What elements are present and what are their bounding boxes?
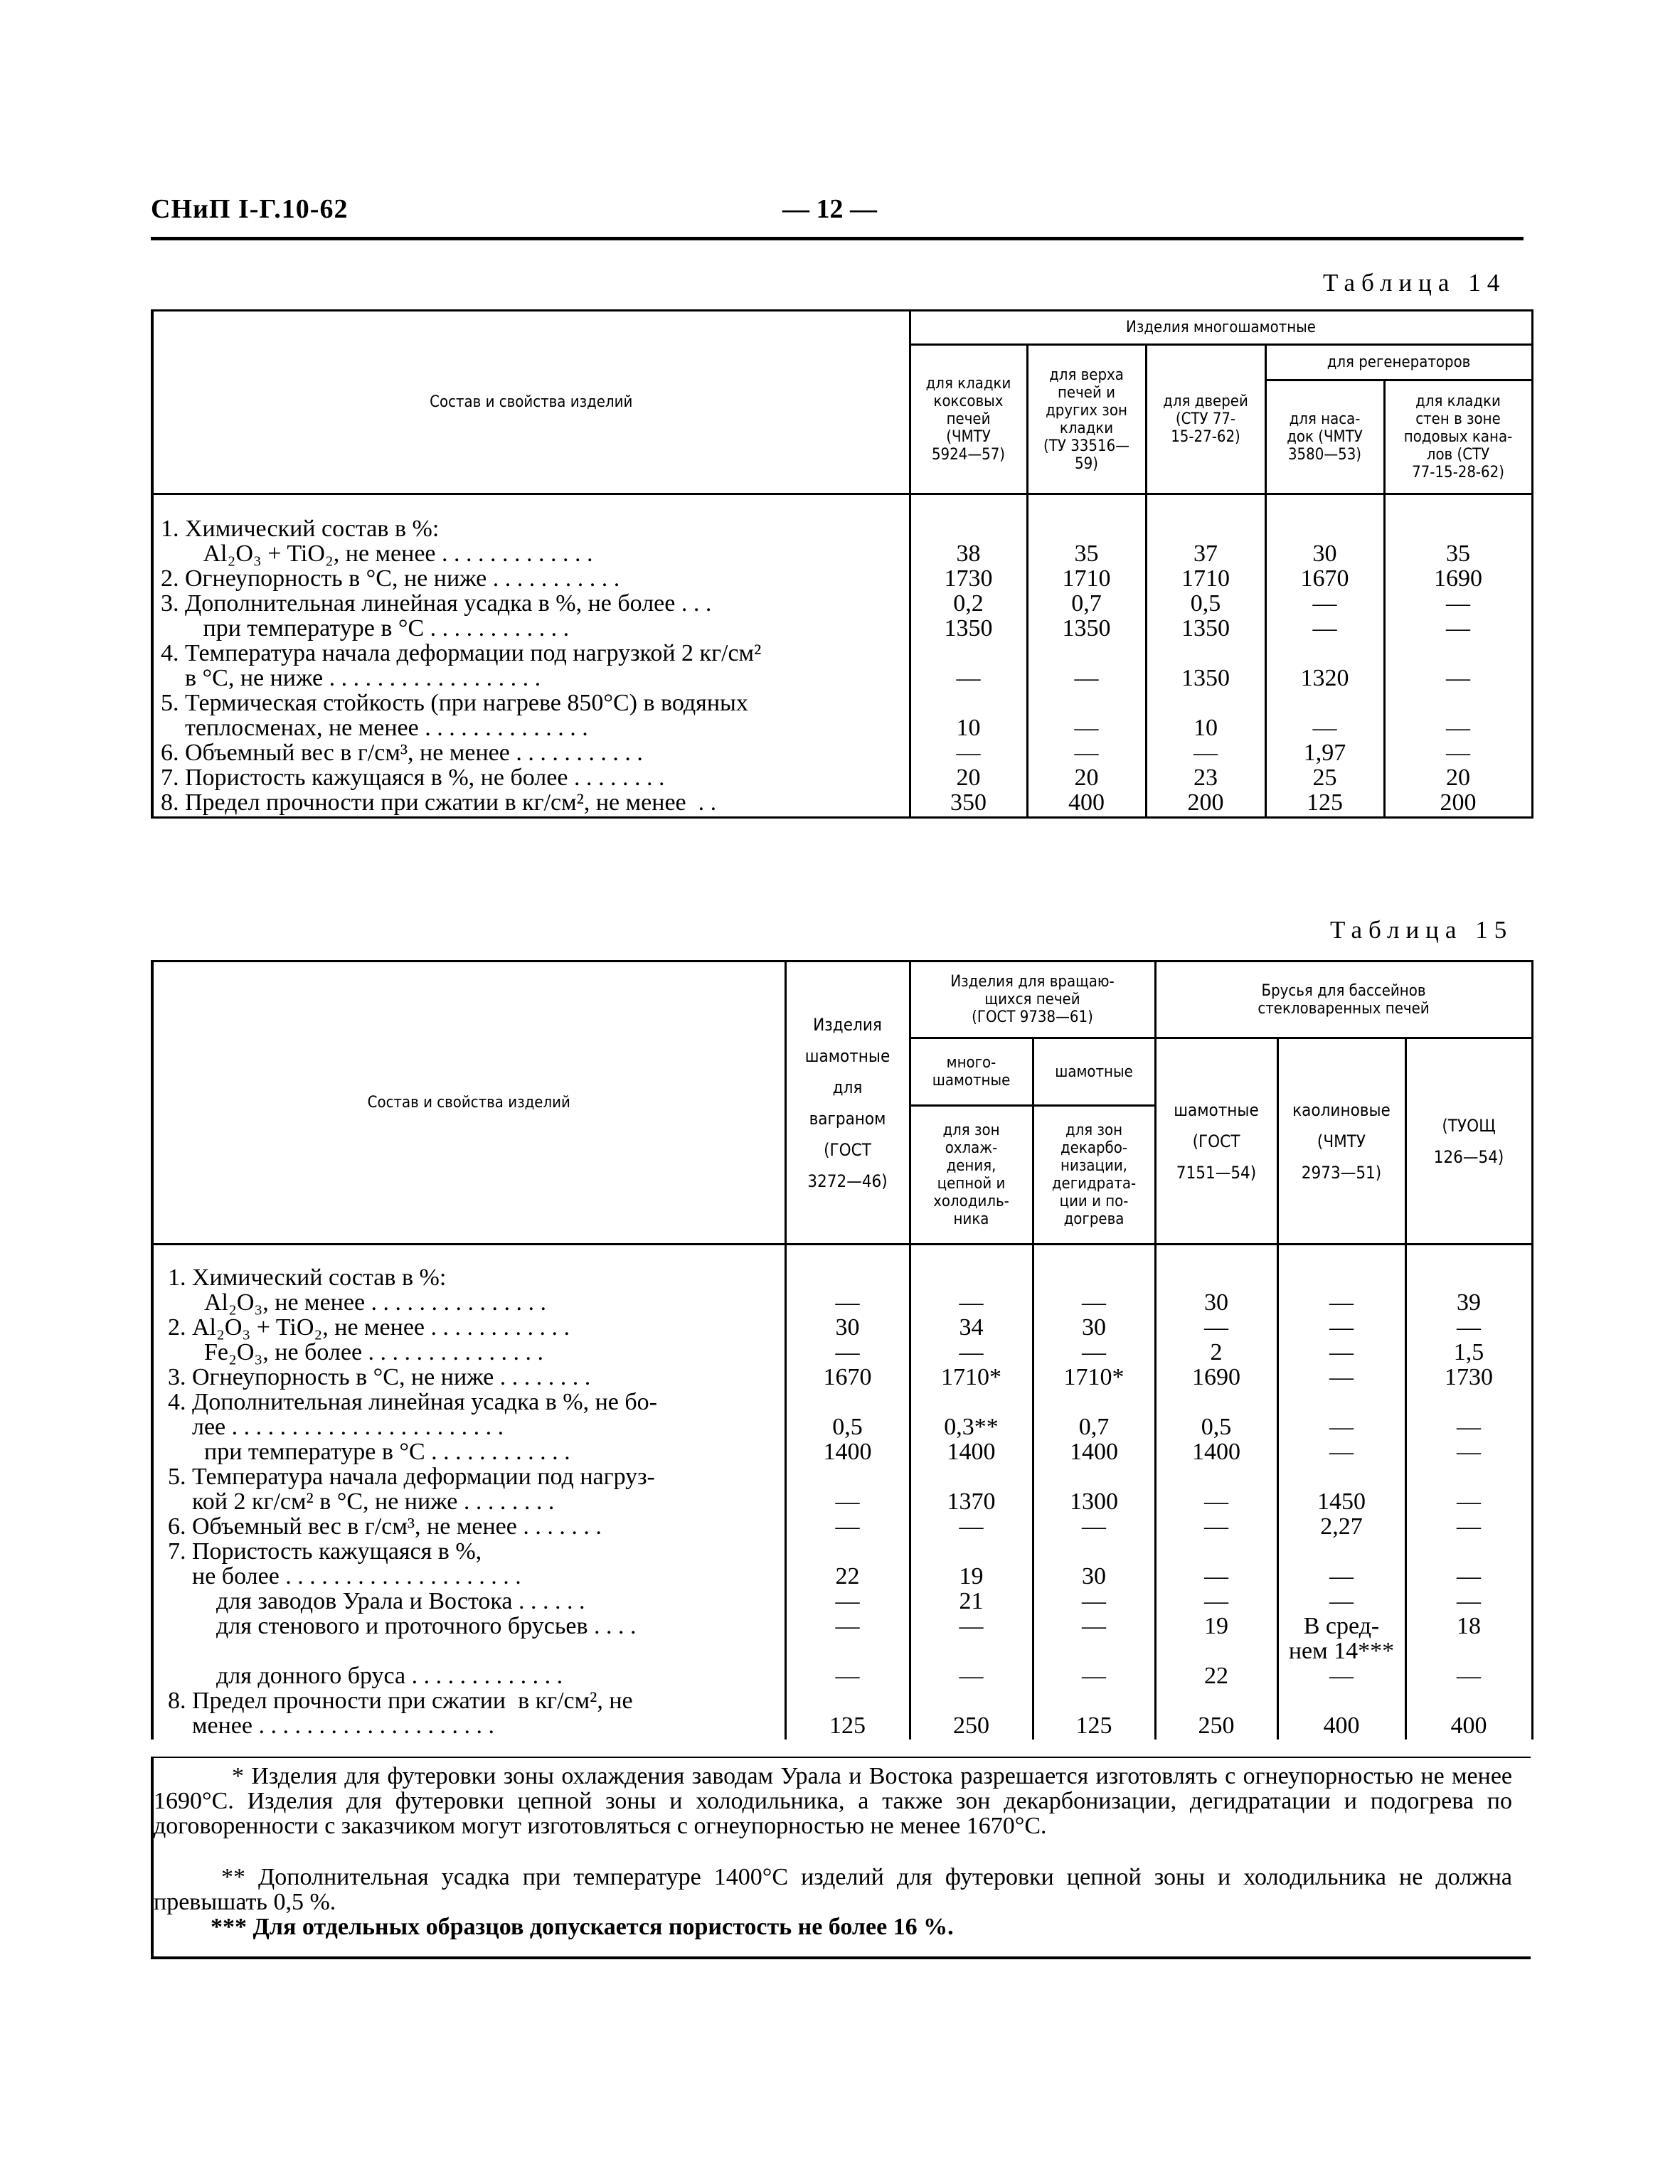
table-14-col2-values: 35 1710 0,7 1350 — — — 20 400 (1027, 494, 1146, 818)
table-14-col2-header: для верха печей и других зон кладки (ТУ 33516— 59) (1027, 345, 1146, 494)
table-15-row-header: Состав и свойства изделий (152, 962, 785, 1245)
table-15-col3-values: — 30 — 1710* 0,7 1400 1300 — 30 — — — 125 (1033, 1245, 1155, 1740)
table-15-rotary-col1-header: для зон охлаж- дения, цепной и холодиль- ника (910, 1106, 1033, 1245)
table-14-col1-values: 38 1730 0,2 1350 — 10 — 20 350 (910, 494, 1027, 818)
table-15-rotary-sub2-header: шамотные (1033, 1038, 1155, 1106)
header-rule (151, 237, 1524, 240)
table-14-col5-values: 35 1690 — — — — — 20 200 (1384, 494, 1532, 818)
table-15-col1-header: Изделия шамотные для ваграном (ГОСТ 3272—46) (785, 962, 910, 1245)
document-code: СНиП I-Г.10-62 (151, 194, 349, 224)
page-number: — 12 — (782, 194, 877, 224)
table-15-glass-group-header: Брусья для бассейнов стекловаренных печей (1155, 962, 1532, 1038)
table-14-row-labels: 1. Химический состав в %: Al₂O₃ + TiO₂, не менее . . . . . . . . . . . . . 2. Огнеупорность в °С, не ниже . . . . . . . . . . . 3. Дополнительная линейная усадка в %, не более . . . при температуре в °С . . . . . . . . . . . . 4. Температура начала деформации под нагрузкой 2 кг/см² в °С, не ниже . . . . . . . . . . . . . . . . . . 5. Термическая стойкость (при нагреве 850°С) в водяных теплосменах, не менее . . . . . . . . . . . . . . 6. Объемный вес в г/см³, не менее . . . . . . . . . . . 7. Пористость кажущаяся в %, не более . . . . . . . . 8. Предел прочности при сжатии в кг/см², не менее . . (152, 494, 910, 818)
table-15-col1-values: — 30 — 1670 0,5 1400 — — 22 — — — 125 (785, 1245, 910, 1740)
table-15-footnotes (151, 1757, 1531, 1959)
table-14 (151, 309, 1533, 819)
table-15-col2-values: — 34 — 1710* 0,3** 1400 1370 — 19 21 — — 250 (910, 1245, 1033, 1740)
table-15-glass-col3-header: (ТУОЩ 126—54) (1405, 1038, 1532, 1245)
table-14-col5-header: для кладки стен в зоне подовых кана- лов (СТУ 77-15-28-62) (1384, 380, 1532, 494)
table-14-caption: Таблица 14 (1323, 269, 1506, 297)
footnote-1: * Изделия для футеровки зоны охлаждения заводам Урала и Востока разрешается изготовлять с огнеупорностью не менее 1690°С. Изделия для футеровки цепной зоны и холодильника, а также зон декарбонизации, дегидратации и подогрева по договоренности с заказчиком могут изготовляться с огнеупорностью не менее 1670°С. (154, 1763, 1512, 1839)
footnote-3: *** Для отдельных образцов допускается пористость не более 16 %. (211, 1914, 954, 1940)
table-14-regen-header: для регенераторов (1265, 345, 1532, 380)
table-15-rotary-sub1-header: много- шамотные (910, 1038, 1033, 1106)
table-14-row-header: Состав и свойства изделий (152, 311, 910, 494)
table-15-row-labels: 1. Химический состав в %: Al₂O₃, не менее . . . . . . . . . . . . . . . 2. Al₂O₃ + TiO₂, не менее . . . . . . . . . . . . Fe₂O₃, не более . . . . . . . . . . . . . . . 3. Огнеупорность в °С, не ниже . . . . . . . . 4. Дополнительная линейная усадка в %, не бо- лее . . . . . . . . . . . . . . . . . . . . . . . при температуре в °С . . . . . . . . . . . . 5. Температура начала деформации под нагруз- кой 2 кг/см² в °С, не ниже . . . . . . . . 6. Объемный вес в г/см³, не менее . . . . . . . 7. Пористость кажущаяся в %, не более . . . . . . . . . . . . . . . . . . . . для заводов Урала и Востока . . . . . . для стенового и проточного брусьев . . . . для донного бруса . . . . . . . . . . . . . 8. Предел прочности при сжатии в кг/см², не менее . . . . . . . . . . . . . . . . . . . . (152, 1245, 785, 1740)
table-15-glass-col2-header: каолиновые (ЧМТУ 2973—51) (1277, 1038, 1405, 1245)
table-15 (151, 960, 1533, 1740)
table-15-glass-col1-header: шамотные (ГОСТ 7151—54) (1155, 1038, 1277, 1245)
table-15-col4-values: 30 — 2 1690 0,5 1400 — — — — 19 22 250 (1155, 1245, 1277, 1740)
table-14-group-header: Изделия многошамотные (910, 311, 1532, 345)
table-15-rotary-col2-header: для зон декарбо- низации, дегидрата- ции и по- догрева (1033, 1106, 1155, 1245)
table-15-col5-values: — — — — — — 1450 2,27 — — В сред- нем 14*** — 400 (1277, 1245, 1405, 1740)
footnote-2: ** Дополнительная усадка при температуре 1400°С изделий для футеровки цепной зоны и холодильника не должна превышать 0,5 %. (154, 1864, 1512, 1915)
table-14-col4-header: для наса- док (ЧМТУ 3580—53) (1265, 380, 1384, 494)
table-15-rotary-group-header: Изделия для вращаю- щихся печей (ГОСТ 9738—61) (910, 962, 1155, 1038)
table-14-col3-header: для дверей (СТУ 77- 15-27-62) (1146, 345, 1265, 494)
table-14-col1-header: для кладки коксовых печей (ЧМТУ 5924—57) (910, 345, 1027, 494)
table-15-caption: Таблица 15 (1330, 916, 1514, 944)
table-15-col6-values: 39 — 1,5 1730 — — — — — — 18 — 400 (1405, 1245, 1532, 1740)
table-14-col4-values: 30 1670 — — 1320 — 1,97 25 125 (1265, 494, 1384, 818)
table-14-col3-values: 37 1710 0,5 1350 1350 10 — 23 200 (1146, 494, 1265, 818)
